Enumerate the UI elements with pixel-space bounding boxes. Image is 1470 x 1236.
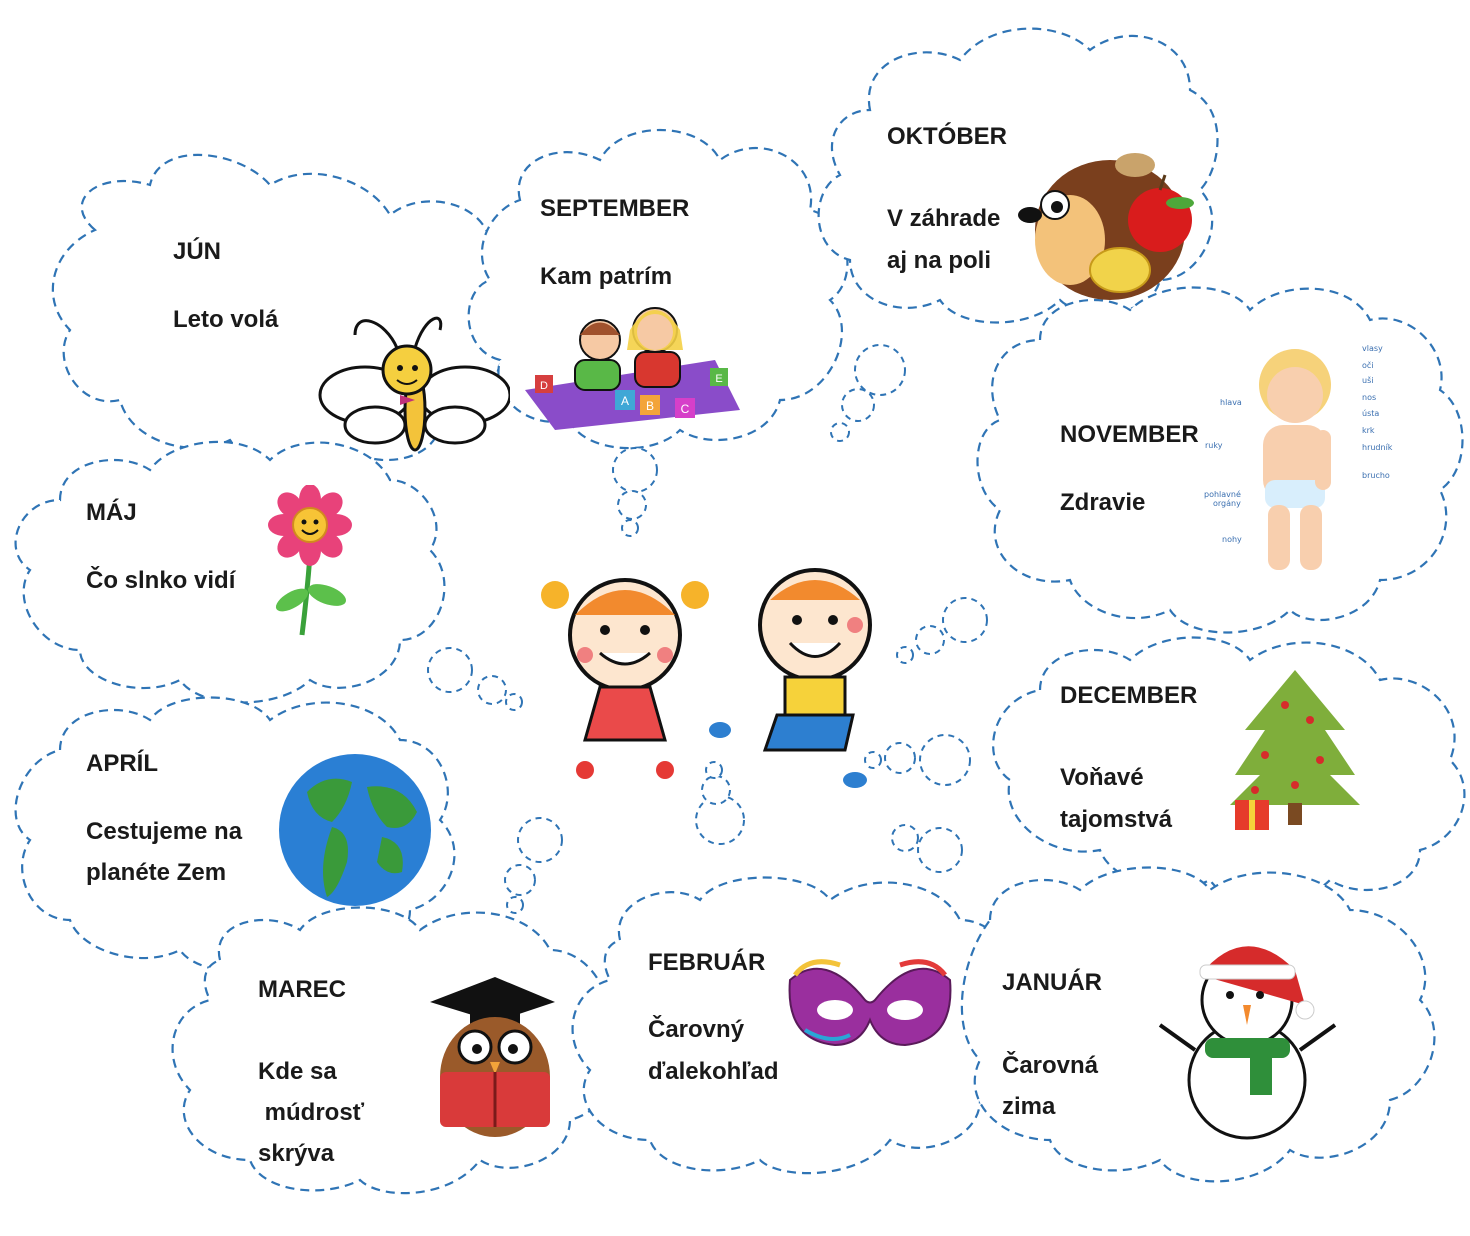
flower-icon [262, 485, 357, 640]
month-december: DECEMBER [1060, 682, 1198, 709]
month-marec: MAREC [258, 976, 346, 1003]
topic-oktober-line1: V záhrade [887, 205, 1001, 232]
label-pohlavne: pohlavné [1204, 490, 1241, 499]
month-oktober: OKTÓBER [887, 123, 1007, 150]
topic-april-line1: Cestujeme na [86, 818, 243, 845]
month-februar: FEBRUÁR [648, 949, 766, 976]
month-september: SEPTEMBER [540, 195, 690, 222]
label-usta: ústa [1362, 409, 1380, 418]
topic-marec-line2: múdrosť [258, 1099, 365, 1126]
label-oci: oči [1362, 361, 1374, 370]
topic-oktober-line2: aj na poli [887, 247, 992, 274]
topic-marec-line1: Kde sa [258, 1058, 337, 1085]
label-organy: orgány [1213, 499, 1241, 508]
block-a: A [620, 394, 630, 408]
label-nohy: nohy [1222, 535, 1242, 544]
label-vlasy: vlasy [1362, 344, 1383, 353]
block-e: E [715, 373, 723, 385]
hedgehog-icon [1015, 145, 1200, 310]
label-hrudnik: hrudník [1362, 443, 1393, 452]
topic-april-line2: planéte Zem [86, 859, 227, 886]
topic-december-line2: tajomstvá [1060, 806, 1173, 833]
christmas-tree-icon [1225, 665, 1365, 835]
topic-marec-line3: skrýva [258, 1140, 335, 1167]
cloud-november [978, 288, 1463, 633]
topic-februar-line2: ďalekohľad [648, 1058, 779, 1085]
owl-graduate-icon [425, 962, 565, 1142]
snowman-icon [1155, 930, 1340, 1140]
label-brucho: brucho [1362, 471, 1390, 480]
topic-december-line1: Voňavé [1060, 764, 1144, 791]
month-maj: MÁJ [86, 499, 137, 526]
block-c: C [680, 402, 690, 416]
month-april: APRÍL [86, 750, 158, 777]
label-krk: krk [1362, 426, 1375, 435]
label-ruky: ruky [1205, 441, 1223, 450]
human-body-icon [1235, 340, 1355, 580]
topic-januar-line1: Čarovná [1002, 1052, 1099, 1079]
month-januar: JANUÁR [1002, 969, 1103, 996]
month-november: NOVEMBER [1060, 421, 1199, 448]
children-playing-icon [515, 290, 745, 430]
topic-januar-line2: zima [1002, 1093, 1056, 1120]
block-d: D [540, 380, 548, 392]
label-usi: uši [1362, 376, 1374, 385]
label-nos: nos [1362, 393, 1377, 402]
topic-jun: Leto volá [173, 306, 279, 333]
earth-globe-icon [277, 752, 433, 908]
block-b: B [645, 399, 655, 413]
topic-september: Kam patrím [540, 263, 673, 290]
topic-november: Zdravie [1060, 489, 1146, 516]
butterfly-icon [315, 300, 510, 460]
topic-februar-line1: Čarovný [648, 1016, 745, 1043]
carnival-mask-icon [780, 950, 960, 1060]
label-hlava: hlava [1220, 398, 1242, 407]
topic-maj: Čo slnko vidí [86, 567, 236, 594]
happy-kids-icon [515, 565, 915, 790]
month-jun: JÚN [173, 238, 222, 265]
